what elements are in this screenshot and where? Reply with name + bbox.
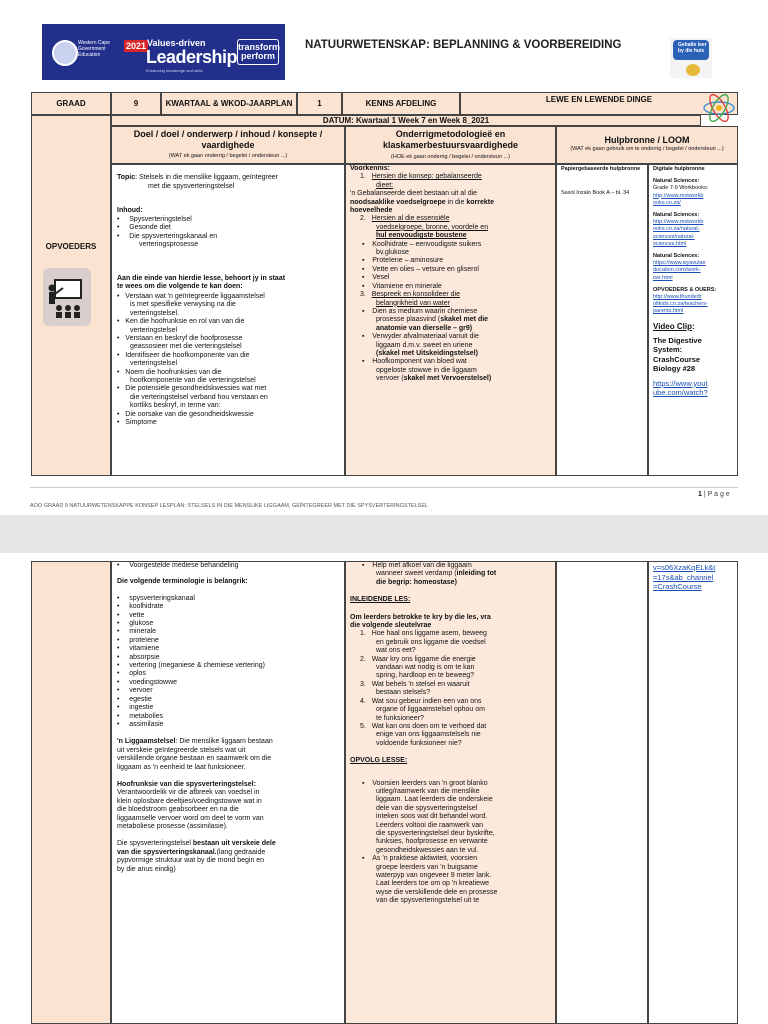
metodologie-continued: ▪ Help met afkoel van die liggaam wanneer sweet verdamp (inleiding tot die begrip: homeostase) INLEIDENDE LES: Om leerders betrokke te kry by die les, vra die volgende sleutelvrae 1. Hoe haal ons liggame asem, beweeg en gebruik ons liggame die voedsel wat ons eet? 2. Waar kry ons liggame die energie vandaan wat nodig is om te kan spring, hardloop en te beweeg? 3. Wat behels 'n stelsel en waaruit bestaan stelsels? 4. Wat sou gebeur indien een van ons organe of liggaamstelsel ophou om te funksioneer? 5. Wat kan ons doen om te verhoed dat enige van ons liggaamstelsels nie voldoende funksioneer nie? OPVOLG LESSE: ▪ Voorsien leerders van 'n groot blanko uitleg/raamwerk van die menslike liggaam. Laat leerders die onderskeie dele van die spysverteringstelsel inteken soos wat dit behandel word. Leerders voltooi die raamwerk van die spysverteringstelsel deur byskrifte, funksies, hoofprosesse en verwante gesondheidskwessies aan te vul. ▪ As 'n praktiese aktiwiteit, voorsien groepe leerders van 'n buigsame waterpyp van ongeveer 9 meter lank. Laat leerders toe om op 'n kreatiewe wyse die verskillende dele en prosesse van die spysverteringstelsel uit te (350, 562, 555, 906)
topic-line-2: met die spysverteringstelsel (148, 183, 235, 190)
inhoud-list: • Spysverteringstelsel • Gesonde diet • Die spysverteringskanaal en verteringsprosesse (117, 216, 218, 249)
house-icon (686, 64, 700, 76)
opvolg-list: ▪ Voorsien leerders van 'n groot blanko uitleg/raamwerk van die menslike liggaam. Laat leerders die onderskeie dele van die spysverteringstelsel inteken soos wat dit behandel word. Leerders voltooi die raamwerk van die spysverteringstelsel deur byskrifte, funksies, hoofprosesse en verwante gesondheidskwessies aan te vul. ▪ As 'n praktiese aktiwiteit, voorsien groepe leerders van 'n buigsame waterpyp van ongeveer 9 meter lank. Laat leerders toe om op 'n kreatiewe wyse die verskillende dele en prosesse van die spysverteringstelsel uit te (362, 779, 498, 905)
link-youtube[interactable]: https://www.yout ube.com/watch? (653, 378, 708, 398)
kwartaal-label: KWARTAAL & WKOD-JAARPLAN (161, 92, 297, 115)
link-thunderboltkids[interactable]: http://www.thunderb oltkids.co.za/teachers- parents.html (653, 294, 708, 315)
hulpbronne-subtitle: (WAT ek gaan gebruik om te onderrig / begelei / ondersteun ...) (570, 146, 724, 152)
logo-line2: Leadership (146, 47, 238, 67)
page-number: 1 | P a g e (698, 491, 730, 498)
goal-list: • Verstaan wat 'n geïntegreerde liggaamstelsel is met spesifieke verwysing na die verteringstelsel. • Ken die hoofrunksie en rol van van die verteringstelsel • Verstaan en beskryf die hoofprosesse geassosieer met die verteringstelsel • Identifiseer die hoofkomponente van die verteringstelsel • Noem die hoofrunksies van die hoofkomponente van die verteringstelsel • Die potensiële gesondheidskwessies wat met die verteringstelsel verband hou verstaan en kortliks beskryf, in terme van: • Die oorsake van die gesondheidskwessie • Simptome (117, 293, 268, 427)
goal-intro: Aan die einde van hierdie lesse, behoort jy in staat te wees om die volgende te kan doen: (117, 275, 286, 291)
atom-icon (702, 92, 736, 125)
link-youtube-continued[interactable]: v=s06XzaKqELk&t =17s&ab_channel =CrashCourse (653, 563, 716, 591)
metodologie-content (345, 164, 556, 476)
voorkennis-block: Voorkennis: 1. Hersien die konsep: gebalanseerde dieet: 'n Gebalanseerde dieet bestaan uit al die noodsaaklike voedselgroepe in die korrekte hoeveelhede 2. Hersien al die essensiële voedselgroepe, bronne, voordele en hul eenvoudigste boustene ▪ Koolhidrate – eenvoudigste suikers bv.glukose ▪ Proteïene – aminosure ▪ Vette en olies – vetsure en gliserol ▪ Vesel ▪ Vitamiene en minerale 3. Bespreek en konsolideer die belangrikheid van water ▪ Dien as medium waarin chemiese prosesse plaasvind (skakel met die anatomie van dierselle – gr9) ▪ Verwyder afvalmateriaal vanuit die liggaam d.m.v. sweet en uriene (skakel met Uitskeidingstelsel) ▪ Hoofkomponent van bloed wat opgeloste stowwe in die liggaam vervoer (skakel met Vervoerstelsel) (350, 165, 494, 383)
digitale-list: Digitale hulpbronne Natural Sciences: Grade 7-9 Workbooks: http://www.mstworkb ooks.co.za/ Natural Sciences: http://www.mstworkb ooks.co.za/natural- sciences/natural- sciences.html Natural Sciences: https://www.siyavulae ducation.com/work- oer.html OPVOEDERS & OUERS: http://www.thunderb oltkids.co.za/teachers- parents.html Video Clip: The Digestive System: CrashCourse Biology #28 https://www.yout ube.com/watch? (653, 166, 737, 398)
hulpbronne-title: Hulpbronne / LOOM (604, 135, 690, 145)
opvoeders-cell-2 (31, 561, 111, 1024)
doel-content (111, 164, 345, 476)
digitale-hulpbronne-cell-2 (648, 561, 738, 1024)
wced-logo-banner (42, 24, 285, 80)
doel-subtitle: (WAT ek gaan onderrig / begelei / ondersteun ...) (168, 153, 288, 159)
doel-content-2 (111, 561, 345, 1024)
kwartaal-value: 1 (297, 92, 342, 115)
inleidende-les-heading: INLEIDENDE LES: (350, 596, 411, 604)
papier-hulpbronne-cell (556, 164, 648, 476)
papier-title: Papiergebaseerde hulpbronne (561, 166, 641, 172)
link-mstworkbooks[interactable]: http://www.mstworkb ooks.co.za/ (653, 192, 704, 206)
graad-label: GRAAD (31, 92, 111, 115)
papier-hulpbronne-cell-2 (556, 561, 648, 1024)
hulpbronne-header (556, 126, 738, 164)
papier-line: Sasol Inzalo Book A – bl. 34 (561, 190, 630, 196)
government-seal-icon (52, 40, 78, 66)
page-2 (0, 553, 768, 1024)
logo-transform: transform perform (237, 39, 279, 65)
graad-value: 9 (111, 92, 161, 115)
document-title: NATUURWETENSKAP: BEPLANNING & VOORBEREIDING (305, 39, 622, 51)
logo-government: Western Cape Government Education (78, 40, 110, 58)
footer-divider (30, 487, 738, 488)
metodologie-content-2 (345, 561, 556, 1024)
doel-continued: • Voorgestelde mediese behandeling Die volgende terminologie is belangrik: • spysverteringskanaal • koolhidrate • vette • glukose • minerale • proteïene • vitamiene • absorpsie • vertering (meganiese & chemiese vertering) • oplos • voedingstowwe • vervoer • egestie • ingestie • metabolies • assimilasie 'n Liggaamstelsel: Die menslike liggaam bestaan uit verskeie geïntegreerde stelsels wat uit verskillende organe bestaan en saamwerk om die liggaam as 'n eenheid te laat funksioneer. Hoofrunksie van die spysverteringstelsel: Verantwoordelik vir die afbreek van voedsel in klein oplosbare deeltjies/voedingstowwe wat in die bloedstroom geabsorbeer en na die liggaamselle vervoer word om deel te vorm van metaboliese prosesse (assimilasie). Die spysverteringstelsel bestaan uit verskeie dele van die spysverteringskanaal.(lang gedraaide pypvormige struktuur wat by die mond begin en by die anus eindig) (117, 562, 343, 874)
terminology-list: • spysverteringskanaal • koolhidrate • vette • glukose • minerale • proteïene • vitamiene • absorpsie • vertering (meganiese & chemiese vertering) • oplos • voedingstowwe • vervoer • egestie • ingestie • metabolies • assimilasie (117, 594, 265, 728)
footer-text: AOO GRAAD 9 NATUURWETENSKAPPE KONSEP LESPLAN: STELSELS IN DIE MENSLIKE LIGGAAM, GEÏNTEGREER MET DIE SPYSVERTERINGSTELSEL (30, 503, 429, 509)
badge-text: Gehalte leer by die huis (678, 42, 707, 54)
doel-title: Doel / doel / onderwerp / inhoud / konsepte / vaardighede (133, 129, 323, 150)
logo-year: 2021 (126, 41, 147, 51)
link-mstworkbooks-natural-sciences[interactable]: http://www.mstworkb ooks.co.za/natural- sciences/natural- sciences.html (653, 219, 704, 247)
datum-row: DATUM: Kwartaal 1 Week 7 en Week 8_2021 (111, 115, 701, 126)
sleutelvrae-list: 1. Hoe haal ons liggame asem, beweeg en gebruik ons liggame die voedsel wat ons eet? 2. Waar kry ons liggame die energie vandaan wat nodig is om te kan spring, hardloop en te beweeg? 3. Wat behels 'n stelsel en waaruit bestaan stelsels? 4. Wat sou gebeur indien een van ons organe of liggaamstelsel ophou om te funksioneer? 5. Wat kan ons doen om te verhoed dat enige van ons liggaamstelsels nie voldoende funksioneer nie? (360, 630, 487, 747)
liggaamstelsel-definition: 'n Liggaamstelsel: Die menslike liggaam bestaan uit verskeie geïntegreerde stelsels wat uit verskillende organe bestaan en saamwerk om die liggaam as 'n eenheid te laat funksioneer. (117, 738, 273, 771)
logo-line1: Values-driven (147, 38, 206, 48)
kenns-label: KENNS AFDELING (342, 92, 460, 115)
inhoud-label: Inhoud: (117, 207, 143, 214)
bestaan-block: Die spysverteringstelsel bestaan uit verskeie dele van die spysverteringskanaal.(lang gedraaide pypvormige struktuur wat by die mond begin en by die anus eindig) (117, 840, 276, 873)
digitale-hulpbronne-cell (648, 164, 738, 476)
kenns-value: LEWE EN LEWENDE DINGE (460, 92, 738, 115)
quality-learning-badge (670, 38, 712, 78)
metodologie-subtitle: (HOE ek gaan onderrig / begelei / ondersteun ...) (391, 154, 510, 160)
logo-tagline: Enhancing knowledge and skills (146, 68, 203, 73)
opvoeders-label: OPVOEDERS (45, 242, 97, 251)
topic-line: Topic: Stelsels in die menslike liggaam, geïntegreer (117, 174, 278, 181)
hoofrunksie-block: Hoofrunksie van die spysverteringstelsel: Verantwoordelik vir die afbreek van voedsel in klein oplosbare deeltjies/voedingstowwe wat in die bloedstroom geabsorbeer en na die liggaamselle vervoer word om deel te vorm van metaboliese prosesse (assimilasie). (117, 780, 264, 830)
link-siyavula[interactable]: https://www.siyavulae ducation.com/work- oer.html (653, 260, 706, 281)
opvolg-lesse-heading: OPVOLG LESSE: (350, 757, 408, 765)
doel-header (111, 126, 345, 164)
teacher-board-icon (43, 268, 91, 326)
metodologie-title: Onderrigmetodologieë en klaskamerbestuursvaardighede (382, 129, 519, 150)
metodologie-header (345, 126, 556, 164)
